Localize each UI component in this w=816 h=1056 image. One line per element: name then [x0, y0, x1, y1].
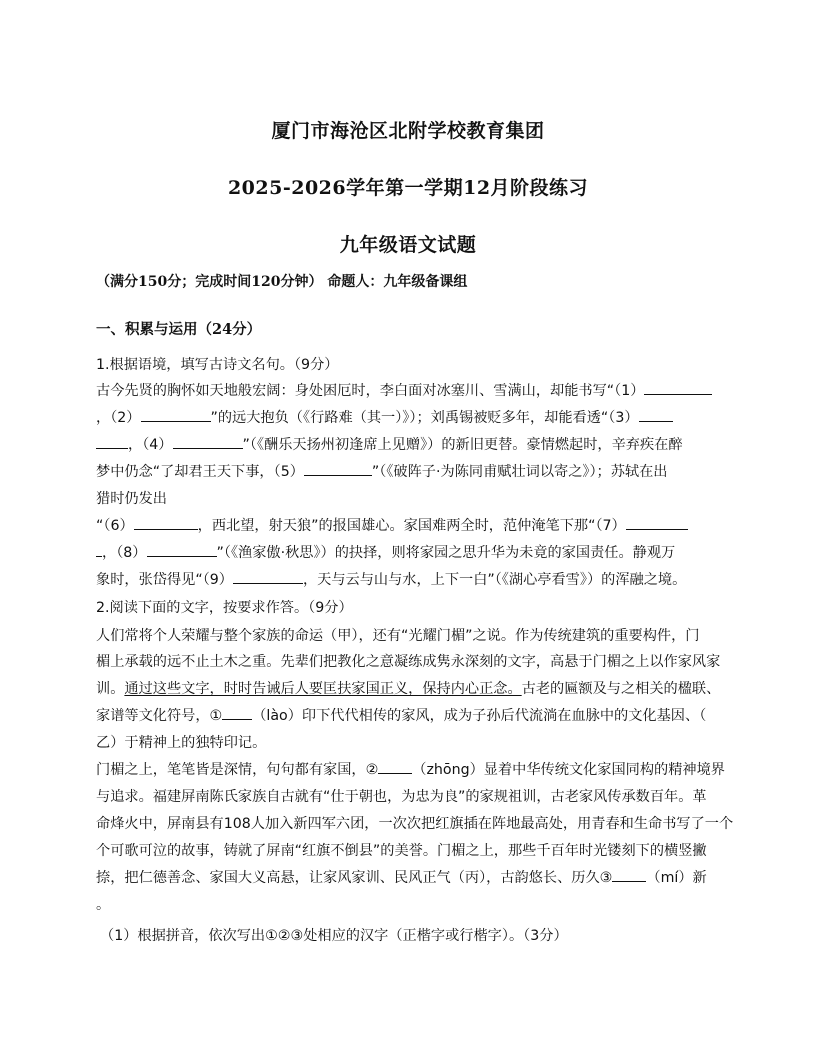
q2-para2-line: [96, 760, 724, 780]
q2-para1-line: [96, 679, 724, 699]
q2-text: 古老的匾额及与之相关的楹联、: [521, 681, 721, 697]
q2-para2-line: 。: [96, 897, 111, 913]
q2-para1-line: 人们常将个人荣耀与整个家族的命运（甲），还有“光耀门楣”之说。作为传统建筑的重要构件，门: [96, 628, 700, 644]
q2-text: 门楣之上，笔笔皆是深情，句句都有家国，②: [96, 762, 379, 778]
answer-blank[interactable]: [96, 435, 128, 449]
answer-blank[interactable]: [612, 868, 646, 882]
answer-blank[interactable]: [233, 570, 303, 584]
q2-text: （lào）印下代代相传的家风，成为子孙后代流淌在血脉中的文化基因、（: [252, 708, 707, 724]
q2-para2-line: 与追求。福建屏南陈氏家族自古就有“仕于朝也，为忠为良”的家规祖训，古老家风传承数百年。革: [96, 789, 707, 805]
q1-text: ，（2）: [96, 410, 141, 426]
school-title: 厦门市海沧区北附学校教育集团: [271, 120, 545, 142]
q1-line: [96, 516, 724, 536]
q2-para2-line: 命烽火中，屏南县有108人加入新四军六团，一次次把红旗插在阵地最高处，用青春和生命书写了一个: [96, 816, 734, 832]
q2-para1-line: 乙）于精神上的独特印记。: [96, 735, 267, 751]
q1-text: 象时，张岱得见“（9）: [96, 572, 233, 588]
answer-blank[interactable]: [626, 516, 688, 530]
q1-text: ”（《渔家傲·秋思》）的抉择，则将家园之思升华为未竟的家国责任。静观万: [216, 545, 676, 561]
exam-title: 九年级语文试题: [339, 234, 477, 256]
underlined-sentence: 通过这些文字，时时告诫后人要匡扶家国正义，保持内心正念。: [124, 681, 522, 697]
q1-line: [96, 462, 724, 482]
answer-blank[interactable]: [639, 408, 673, 422]
q1-text: ，（4）: [128, 437, 173, 453]
section-heading: 一、积累与运用（24分）: [96, 321, 262, 338]
answer-blank[interactable]: [378, 760, 412, 774]
q1-text: ”（《酬乐天扬州初逢席上见赠》）的新旧更替。豪情燃起时，辛弃疾在醉: [242, 437, 683, 453]
q1-text: ，西北望，射天狼”的报国雄心。家国难两全时，范仲淹笔下那“（7）: [197, 518, 626, 534]
answer-blank[interactable]: [134, 516, 198, 530]
q1-line: [96, 570, 724, 590]
q1-text: 古今先贤的胸怀如天地般宏阔：身处困厄时，李白面对冰塞川、雪满山，却能书写“（1）: [96, 383, 645, 399]
q1-text: “（6）: [96, 518, 134, 534]
q1-text: 猎时仍发出: [96, 491, 167, 507]
q2-prompt: 2.阅读下面的文字，按要求作答。（9分）: [96, 600, 353, 616]
q2-para1-line: 楣上承载的远不止土木之重。先辈们把教化之意凝练成隽永深刻的文字，高悬于门楣之上以作家风家: [96, 654, 721, 670]
q1-line: [96, 543, 724, 563]
answer-blank[interactable]: [644, 381, 712, 395]
answer-blank[interactable]: [147, 543, 217, 557]
term-title: 2025-2026学年第一学期12月阶段练习: [227, 177, 589, 199]
q2-text: 捺，把仁德善念、家国大义高悬，让家风家训、民风正气（丙），古韵悠长、历久③: [96, 870, 613, 886]
answer-blank[interactable]: [173, 435, 243, 449]
answer-blank[interactable]: [304, 462, 372, 476]
q2-para2-line: 个可歌可泣的故事，铸就了屏南“红旗不倒县”的美誉。门楣之上，那些千百年时光镂刻下的横竖撇: [96, 843, 707, 859]
q2-text: （mí）新: [646, 870, 707, 886]
exam-meta: （满分150分；完成时间120分钟） 命题人：九年级备课组: [96, 274, 468, 290]
q1-text: ，（8）: [102, 545, 147, 561]
answer-blank[interactable]: [222, 706, 252, 720]
q2-text: （zhōng）显着中华传统文化家国同构的精神境界: [412, 762, 725, 778]
q1-prompt: 1.根据语境，填写古诗文名句。（9分）: [96, 357, 339, 373]
q2-sub1: （1）根据拼音，依次写出①②③处相应的汉字（正楷字或行楷字）。（3分）: [100, 928, 568, 944]
answer-blank[interactable]: [141, 408, 211, 422]
q1-text: ，天与云与山与水，上下一白”（《湖心亭看雪》）的浑融之境。: [302, 572, 687, 588]
q2-para2-line: [96, 868, 724, 888]
q1-line: [96, 435, 724, 455]
q2-text: 训。: [96, 681, 125, 697]
q1-text: ”（《破阵子·为陈同甫赋壮词以寄之》）；苏轼在出: [371, 464, 668, 480]
q1-line: [96, 408, 724, 428]
q1-text: ”的远大抱负（《行路难（其一）》）；刘禹锡被贬多年，却能看透“（3）: [210, 410, 639, 426]
q2-text: 家谱等文化符号，①: [96, 708, 223, 724]
q1-line: [96, 381, 724, 401]
q1-text: 梦中仍念“了却君王天下事，（5）: [96, 464, 304, 480]
q2-para1-line: [96, 706, 724, 726]
